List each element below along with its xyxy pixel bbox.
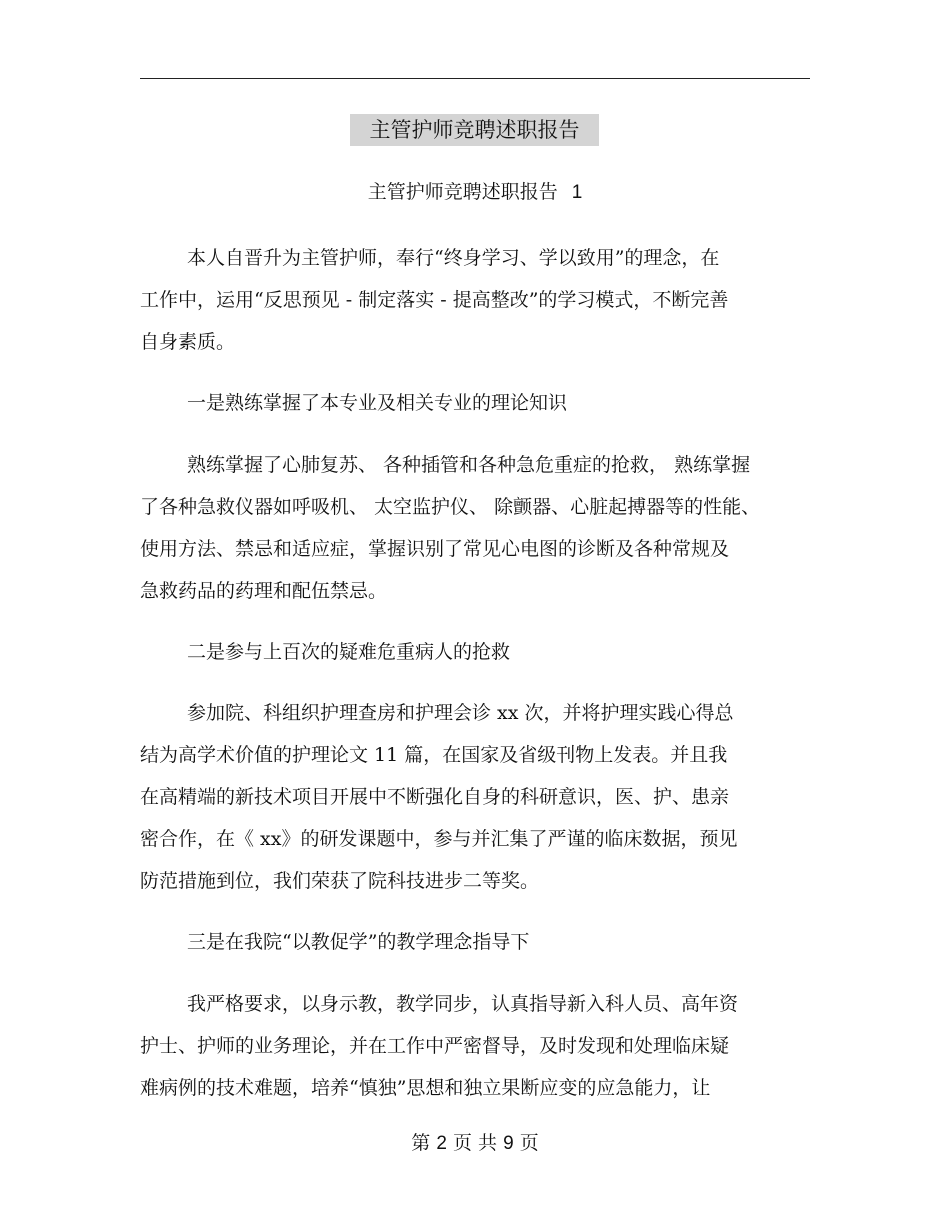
section-heading: 一是熟练掌握了本专业及相关专业的理论知识 <box>187 392 568 414</box>
paragraph-line: 护士、护师的业务理论，并在工作中严密督导，及时发现和处理临床疑 <box>140 1035 730 1057</box>
header-rule <box>140 78 810 79</box>
paragraph-line: 防范措施到位，我们荣获了院科技进步二等奖。 <box>140 870 540 892</box>
page-footer <box>0 1128 950 1159</box>
paragraph-line: 密合作，在《 xx》的研发课题中，参与并汇集了严谨的临床数据，预见 <box>140 828 738 850</box>
footer-mid: 页 共 <box>452 1132 498 1154</box>
footer-prefix: 第 <box>411 1132 431 1154</box>
paragraph-line: 使用方法、禁忌和适应症，掌握识别了常见心电图的诊断及各种常规及 <box>140 538 730 560</box>
paragraph-line: 结为高学术价值的护理论文 11 篇，在国家及省级刊物上发表。并且我 <box>140 744 728 766</box>
paragraph-line: 本人自晋升为主管护师，奉行“终身学习、学以致用”的理念，在 <box>187 247 720 269</box>
section-heading: 二是参与上百次的疑难危重病人的抢救 <box>187 641 511 663</box>
document-subtitle <box>0 176 950 209</box>
subtitle-text: 主管护师竞聘述职报告 <box>367 181 558 203</box>
paragraph-line: 难病例的技术难题，培养“慎独”思想和独立果断应变的应急能力，让 <box>140 1077 711 1099</box>
footer-page-number: 2 <box>436 1133 447 1154</box>
paragraph-line: 自身素质。 <box>140 331 236 353</box>
paragraph-line: 在高精端的新技术项目开展中不断强化自身的科研意识，医、护、患亲 <box>140 786 730 808</box>
paragraph-line: 参加院、科组织护理查房和护理会诊 xx 次，并将护理实践心得总 <box>187 702 734 724</box>
paragraph-line: 急救药品的药理和配伍禁忌。 <box>140 580 388 602</box>
section-heading: 三是在我院“以教促学”的教学理念指导下 <box>187 931 530 953</box>
paragraph-line: 工作中，运用“反思预见 - 制定落实 - 提高整改”的学习模式，不断完善 <box>140 289 729 311</box>
paragraph-line: 我严格要求，以身示教，教学同步，认真指导新入科人员、高年资 <box>187 993 739 1015</box>
document-title: 主管护师竞聘述职报告 <box>350 114 599 146</box>
footer-suffix: 页 <box>519 1132 539 1154</box>
subtitle-number: 1 <box>571 182 583 203</box>
footer-total-pages: 9 <box>503 1133 514 1154</box>
paragraph-line: 了各种急救仪器如呼吸机、 太空监护仪、 除颤器、心脏起搏器等的性能、 <box>140 496 761 518</box>
paragraph-line: 熟练掌握了心肺复苏、 各种插管和各种急危重症的抢救， 熟练掌握 <box>187 454 751 476</box>
